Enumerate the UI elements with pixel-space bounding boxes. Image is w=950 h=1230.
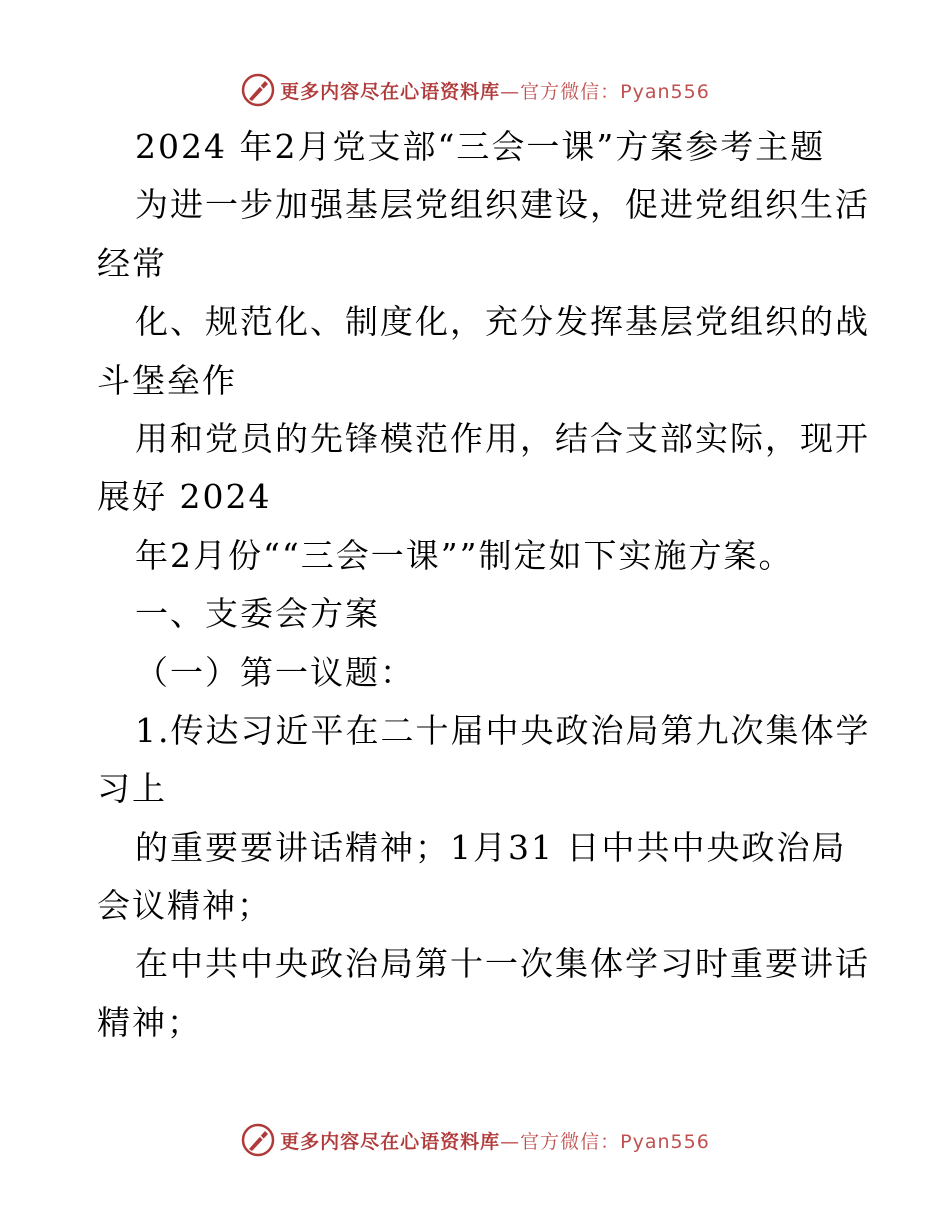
footer-banner bbox=[0, 1120, 950, 1160]
quill-seal-icon bbox=[240, 72, 276, 108]
banner-dash: — bbox=[500, 80, 521, 103]
banner-wechat-text: 官方微信：Pyan556 bbox=[520, 80, 710, 103]
banner-wechat-text: 官方微信：Pyan556 bbox=[520, 1130, 710, 1153]
header-banner bbox=[0, 70, 950, 110]
document-title: 2024 年2月党支部“三会一课”方案参考主题 bbox=[135, 127, 826, 166]
banner-main-text: 更多内容尽在心语资料库 bbox=[280, 80, 501, 103]
paragraph-line: 为进一步加强基层党组织建设，促进党组织生活 bbox=[135, 185, 870, 225]
paragraph-line: 用和党员的先锋模范作用，结合支部实际，现开 bbox=[135, 418, 870, 458]
paragraph-line: 经常 bbox=[97, 243, 167, 283]
paragraph-line: 精神； bbox=[97, 1002, 202, 1042]
section-heading: 一、支委会方案 bbox=[135, 594, 380, 634]
paragraph-line: 年2月份““三会一课””制定如下实施方案。 bbox=[135, 535, 794, 575]
banner-text bbox=[280, 1127, 710, 1154]
paragraph-line: 斗堡垒作 bbox=[97, 360, 237, 400]
banner-text bbox=[280, 77, 710, 104]
paragraph-line: 1.传达习近平在二十届中央政治局第九次集体学 bbox=[135, 710, 871, 750]
paragraph-line: 的重要要讲话精神；1月31 日中共中央政治局 bbox=[135, 827, 847, 867]
paragraph-line: 在中共中央政治局第十一次集体学习时重要讲话 bbox=[135, 944, 870, 984]
quill-seal-icon bbox=[240, 1122, 276, 1158]
paragraph-line: 习上 bbox=[97, 769, 167, 809]
banner-main-text: 更多内容尽在心语资料库 bbox=[280, 1130, 501, 1153]
paragraph-line: 展好 2024 bbox=[97, 477, 272, 517]
subsection-heading: （一）第一议题： bbox=[135, 652, 415, 692]
paragraph-line: 化、规范化、制度化，充分发挥基层党组织的战 bbox=[135, 302, 870, 342]
banner-dash: — bbox=[500, 1130, 521, 1153]
document-body bbox=[97, 118, 871, 1052]
paragraph-line: 会议精神； bbox=[97, 886, 272, 926]
